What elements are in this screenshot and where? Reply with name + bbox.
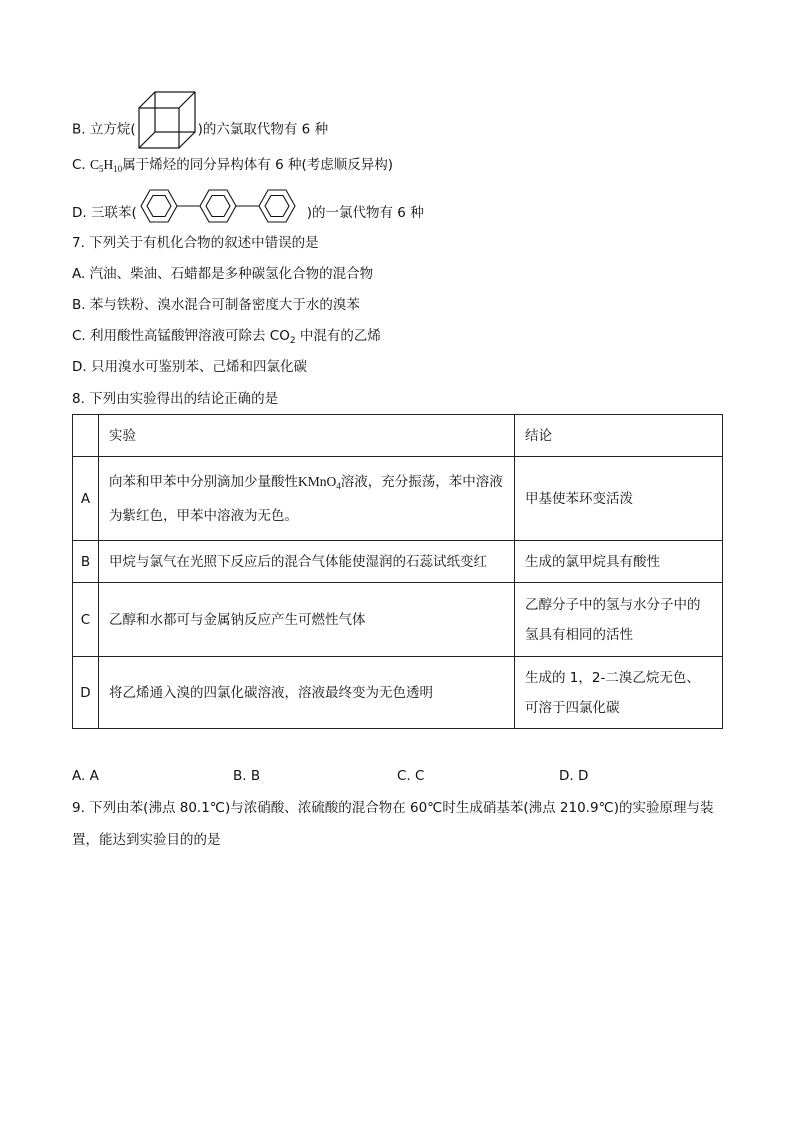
q7-stem: 7. 下列关于有机化合物的叙述中错误的是 <box>72 235 319 251</box>
option-b-line <box>72 88 329 138</box>
option-c-suffix: 属于烯烃的同分异构体有 6 种(考虑顺反异构) <box>122 157 393 173</box>
terphenyl-structure-icon <box>137 188 307 238</box>
formula-element-h: H <box>103 157 114 172</box>
row-label: D <box>73 657 99 729</box>
option-d-line <box>72 188 424 224</box>
option-b-prefix: B. 立方烷( <box>72 121 136 138</box>
conclusion-cell: 甲基使苯环变活泼 <box>515 457 723 541</box>
q8-option-c: C. C <box>397 768 425 784</box>
conclusion-cell: 生成的 1，2-二溴乙烷无色、可溶于四氯化碳 <box>515 657 723 729</box>
q8-answer-options <box>72 768 772 786</box>
q7-option-c-sub: 2 <box>289 336 296 346</box>
table-row <box>73 457 723 541</box>
q7-option-c-suffix: 中混有的乙烯 <box>295 328 381 344</box>
row-label: B <box>73 541 99 583</box>
experiment-text-post: 溶液，充分振荡，苯中溶液为紫红色，甲苯中溶液为无色。 <box>109 473 503 524</box>
experiment-cell <box>99 457 515 541</box>
row-label: C <box>73 583 99 657</box>
table-row <box>73 541 723 583</box>
formula-kmno: KMnO <box>298 473 337 489</box>
option-d-prefix: D. 三联苯( <box>72 205 137 221</box>
table-row <box>73 583 723 657</box>
experiment-cell: 乙醇和水都可与金属钠反应产生可燃性气体 <box>99 583 515 657</box>
experiment-text-pre: 向苯和甲苯中分别滴加少量酸性 <box>109 473 298 490</box>
row-label: A <box>73 457 99 541</box>
experiment-table <box>72 414 723 729</box>
option-c-prefix: C. <box>72 157 91 173</box>
header-experiment: 实验 <box>99 415 515 457</box>
experiment-cell: 将乙烯通入溴的四氯化碳溶液，溶液最终变为无色透明 <box>99 657 515 729</box>
header-conclusion: 结论 <box>515 415 723 457</box>
q7-option-d: D. 只用溴水可鉴别苯、己烯和四氯化碳 <box>72 359 307 375</box>
option-b-suffix: )的六氯取代物有 6 种 <box>197 121 329 138</box>
option-c-line <box>72 156 393 178</box>
q7-option-c <box>72 327 381 350</box>
formula-kmno4 <box>298 474 341 489</box>
table-row <box>73 657 723 729</box>
q9-stem-line2: 置，能达到实验目的的是 <box>72 832 221 848</box>
q7-option-b: B. 苯与铁粉、溴水混合可制备密度大于水的溴苯 <box>72 297 360 313</box>
q7-option-c-prefix: C. 利用酸性高锰酸钾溶液可除去 CO <box>72 328 290 344</box>
table-header-row <box>73 415 723 457</box>
q8-stem: 8. 下列由实验得出的结论正确的是 <box>72 391 279 407</box>
conclusion-cell: 乙醇分子中的氢与水分子中的氢具有相同的活性 <box>515 583 723 657</box>
formula-sub-4: 4 <box>336 480 341 491</box>
q8-option-b: B. B <box>233 768 261 784</box>
formula-element-c: C <box>90 157 100 172</box>
formula-c5h10 <box>90 157 122 172</box>
q8-option-d: D. D <box>559 768 589 784</box>
q7-option-a: A. 汽油、柴油、石蜡都是多种碳氢化合物的混合物 <box>72 266 374 282</box>
q8-option-a: A. A <box>72 768 99 784</box>
experiment-cell: 甲烷与氯气在光照下反应后的混合气体能使湿润的石蕊试纸变红 <box>99 541 515 583</box>
header-empty-cell <box>73 415 99 457</box>
conclusion-cell: 生成的氯甲烷具有酸性 <box>515 541 723 583</box>
formula-sub-c: 5 <box>99 164 104 174</box>
formula-sub-h: 10 <box>113 164 123 174</box>
option-d-suffix: )的一氯代物有 6 种 <box>306 205 424 221</box>
q9-stem-line1: 9. 下列由苯(沸点 80.1℃)与浓硝酸、浓硫酸的混合物在 60℃时生成硝基苯(沸点 210.9℃)的实验原理与装 <box>72 800 714 816</box>
